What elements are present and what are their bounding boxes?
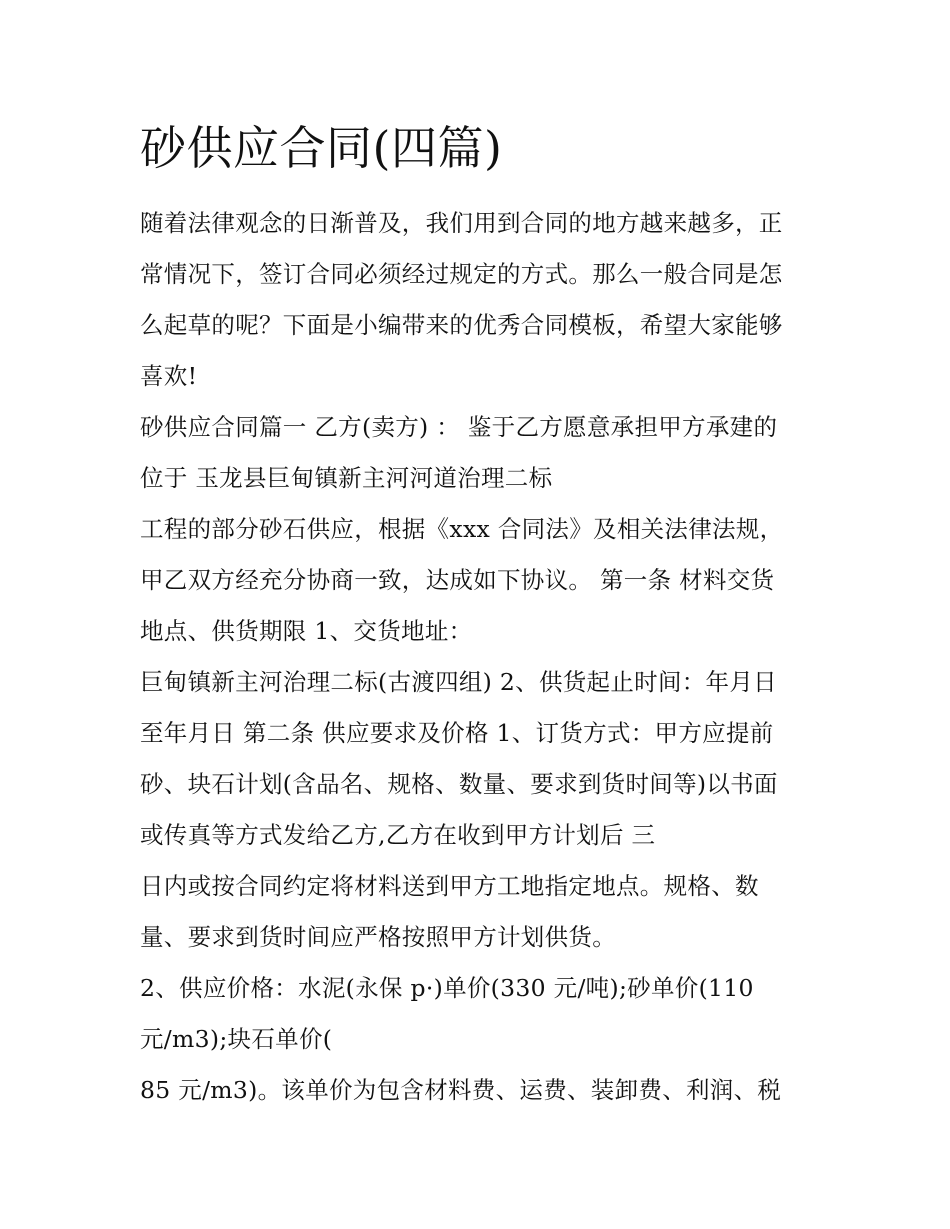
body-line: 工程的部分砂石供应，根据《xxx 合同法》及相关法律法规， [140,515,784,543]
body-line: 至年月日 第二条 供应要求及价格 1、订货方式：甲方应提前 [140,719,774,747]
document-title: 砂供应合同(四篇) [140,121,503,175]
body-line: 常情况下，签订合同必须经过规定的方式。那么一般合同是怎 [140,260,783,288]
body-line: 或传真等方式发给乙方,乙方在收到甲方计划后 三 [140,821,656,849]
body-line: 85 元/m3)。该单价为包含材料费、运费、装卸费、利润、税 [140,1076,782,1104]
body-line: 甲乙双方经充分协商一致，达成如下协议。 第一条 材料交货 [140,566,775,594]
document-body [140,200,820,1118]
body-line: 喜欢! [140,362,198,390]
body-line: 巨甸镇新主河治理二标(古渡四组) 2、供货起止时间：年月日 [140,668,777,696]
body-line: 位于 玉龙县巨甸镇新主河河道治理二标 [140,464,553,492]
body-line: 随着法律观念的日渐普及，我们用到合同的地方越来越多，正 [140,209,783,237]
body-line: 地点、供货期限 1、交货地址： [140,617,473,645]
body-line: 量、要求到货时间应严格按照甲方计划供货。 [140,923,616,951]
body-line: 砂供应合同篇一 乙方(卖方) ： 鉴于乙方愿意承担甲方承建的 [140,413,778,441]
body-line: 2、供应价格：水泥(永保 p·)单价(330 元/吨);砂单价(110 [140,974,754,1002]
body-line: 日内或按合同约定将材料送到甲方工地指定地点。规格、数 [140,872,759,900]
body-line: 砂、块石计划(含品名、规格、数量、要求到货时间等)以书面 [140,770,778,798]
body-line: 元/m3);块石单价( [140,1025,333,1053]
body-line: 么起草的呢？下面是小编带来的优秀合同模板，希望大家能够 [140,311,783,339]
